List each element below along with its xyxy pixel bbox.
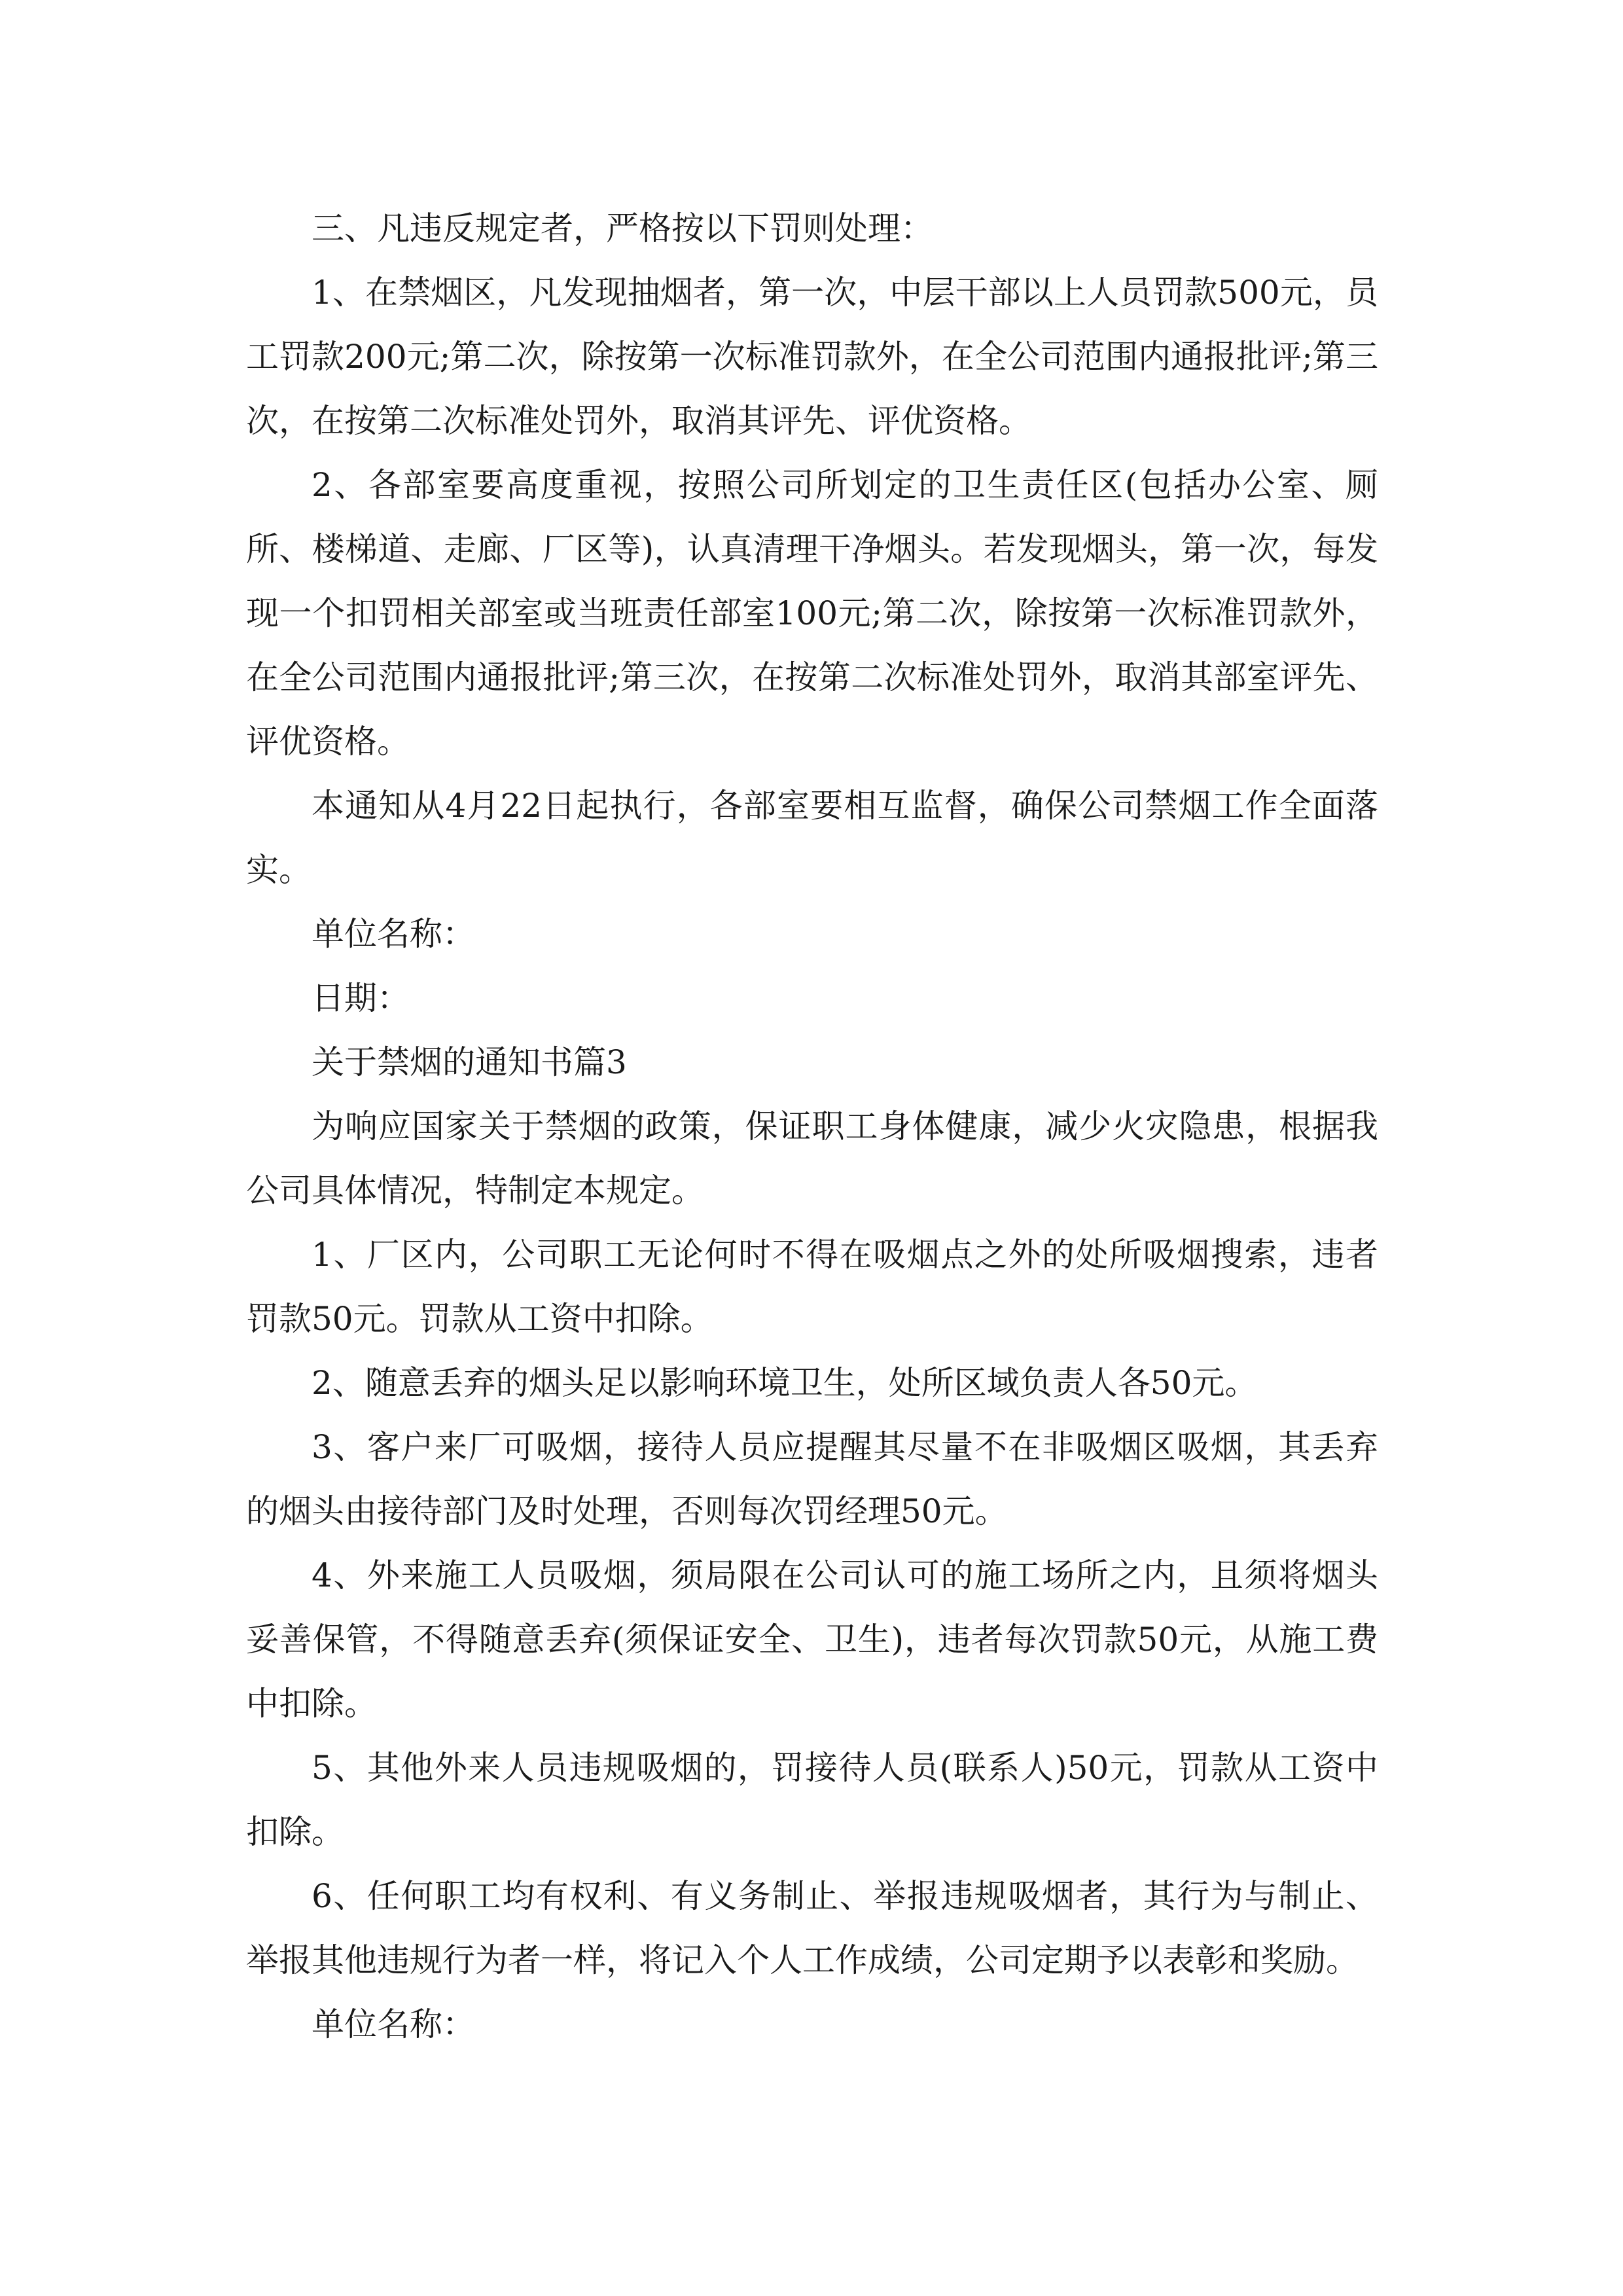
section-title: 关于禁烟的通知书篇3 <box>312 1043 627 1081</box>
paragraph-item-5: 5、其他外来人员违规吸烟的，罚接待人员(联系人)50元，罚款从工资中扣除。 <box>246 1749 1378 1851</box>
unit-name-label: 单位名称： <box>312 915 475 953</box>
paragraph-intro: 为响应国家关于禁烟的政策，保证职工身体健康，减少火灾隐患，根据我公司具体情况，特制定本规定。 <box>246 1107 1378 1210</box>
paragraph-item-2: 2、随意丢弃的烟头足以影响环境卫生，处所区域负责人各50元。 <box>312 1364 1258 1402</box>
paragraph-effective-date: 本通知从4月22日起执行，各部室要相互监督，确保公司禁烟工作全面落实。 <box>246 787 1378 889</box>
paragraph-item-6: 6、任何职工均有权利、有义务制止、举报违规吸烟者，其行为与制止、举报其他违规行为者一样，将记入个人工作成绩，公司定期予以表彰和奖励。 <box>246 1877 1378 1979</box>
paragraph-item-4: 4、外来施工人员吸烟，须局限在公司认可的施工场所之内，且须将烟头妥善保管，不得随意丢弃(须保证安全、卫生)，违者每次罚款50元，从施工费中扣除。 <box>246 1556 1378 1723</box>
paragraph-penalty-rules-heading: 三、凡违反规定者，严格按以下罚则处理： <box>312 209 933 247</box>
paragraph-item-1: 1、厂区内，公司职工无论何时不得在吸烟点之外的处所吸烟搜索，违者罚款50元。罚款从工资中扣除。 <box>246 1236 1378 1338</box>
paragraph-rule-2-cigarette-butts: 2、各部室要高度重视，按照公司所划定的卫生责任区(包括办公室、厕所、楼梯道、走廊、厂区等)，认真清理干净烟头。若发现烟头，第一次，每发现一个扣罚相关部室或当班责任部室100元;第二次，除按第一次标准罚款外，在全公司范围内通报批评;第三次，在按第二次标准处罚外，取消其部室评先、评优资格。 <box>246 466 1378 761</box>
date-label: 日期： <box>312 979 410 1017</box>
unit-name-label-2: 单位名称： <box>312 2005 475 2043</box>
paragraph-item-3: 3、客户来厂可吸烟，接待人员应提醒其尽量不在非吸烟区吸烟，其丢弃的烟头由接待部门及时处理，否则每次罚经理50元。 <box>246 1428 1378 1530</box>
document-body <box>246 196 1378 2056</box>
paragraph-rule-1-smoking-area: 1、在禁烟区，凡发现抽烟者，第一次，中层干部以上人员罚款500元，员工罚款200元;第二次，除按第一次标准罚款外，在全公司范围内通报批评;第三次，在按第二次标准处罚外，取消其评先、评优资格。 <box>246 274 1378 440</box>
